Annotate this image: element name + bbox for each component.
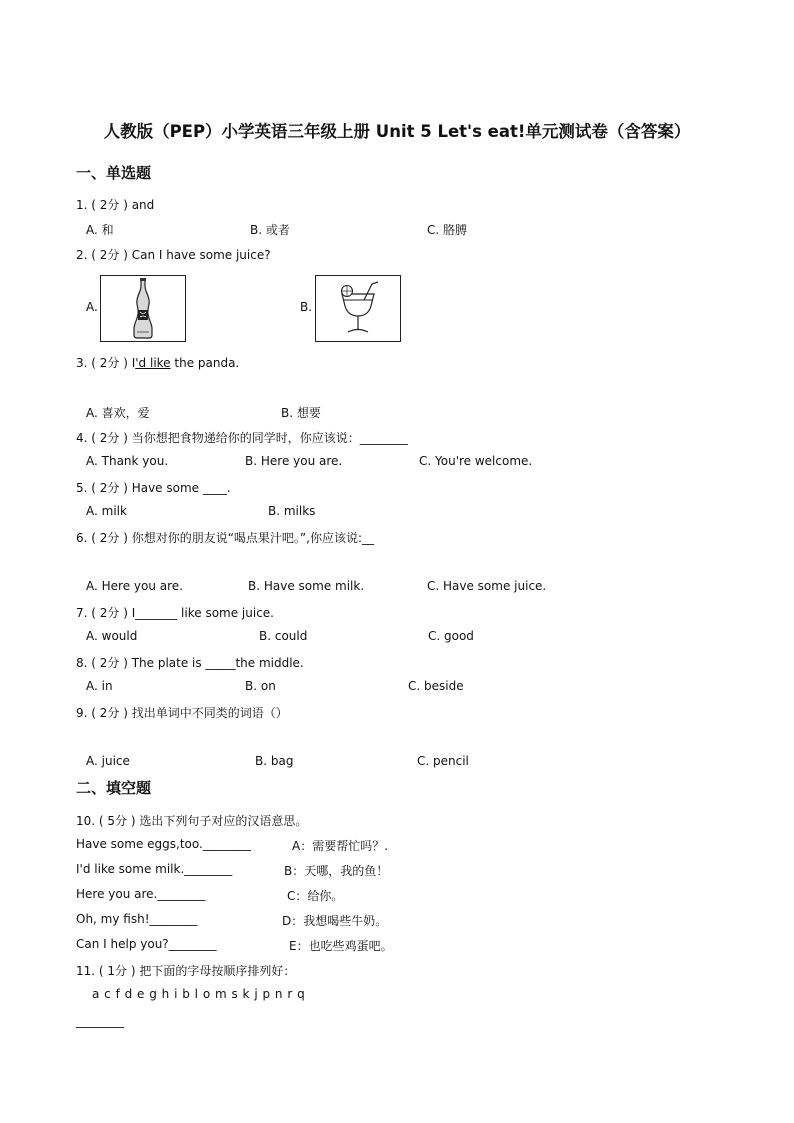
question-3-option-b[interactable]: B. 想要 xyxy=(281,406,321,420)
cola-bottle-image[interactable] xyxy=(100,275,186,342)
question-7-option-a[interactable]: A. would xyxy=(86,629,138,643)
question-6-option-a[interactable]: A. Here you are. xyxy=(86,579,183,593)
question-4-stem: 4. ( 2分 ) 当你想把食物递给你的同学时，你应该说：________ xyxy=(76,431,408,445)
question-5-stem: 5. ( 2分 ) Have some ____. xyxy=(76,481,231,495)
question-4-option-b[interactable]: B. Here you are. xyxy=(245,454,343,468)
juice-glass-image[interactable] xyxy=(315,275,401,342)
q10-meaning: E：也吃些鸡蛋吧。 xyxy=(289,939,393,953)
question-7-stem: 7. ( 2分 ) I_______ like some juice. xyxy=(76,606,274,620)
juice-glass-icon xyxy=(316,276,400,341)
question-2-option-b[interactable]: B. xyxy=(300,300,313,314)
question-1-stem: 1. ( 2分 ) and xyxy=(76,198,155,212)
question-9-option-c[interactable]: C. pencil xyxy=(417,754,469,768)
question-4-option-a[interactable]: A. Thank you. xyxy=(86,454,169,468)
question-6-option-c[interactable]: C. Have some juice. xyxy=(427,579,547,593)
question-1-option-c[interactable]: C. 胳膊 xyxy=(427,223,468,237)
question-8-option-c[interactable]: C. beside xyxy=(408,679,464,693)
q10-meaning: A：需要帮忙吗？. xyxy=(292,839,389,853)
q10-sentence[interactable]: Oh, my fish!________ xyxy=(76,912,198,926)
question-3-stem-suffix: the panda. xyxy=(170,356,240,370)
question-1-option-b[interactable]: B. 或者 xyxy=(250,223,290,237)
q10-meaning: B：天哪，我的鱼！ xyxy=(284,864,389,878)
section-heading-fill-in: 二、填空题 xyxy=(76,779,152,797)
question-9-stem: 9. ( 2分 ) 找出单词中不同类的词语（） xyxy=(76,706,288,720)
q10-sentence[interactable]: Can I help you?________ xyxy=(76,937,217,951)
q10-meaning: D：我想喝些牛奶。 xyxy=(282,914,388,928)
q10-sentence[interactable]: I'd like some milk.________ xyxy=(76,862,233,876)
question-4-option-c[interactable]: C. You're welcome. xyxy=(419,454,533,468)
question-3-stem xyxy=(76,354,239,371)
question-9-option-b[interactable]: B. bag xyxy=(255,754,294,768)
q10-sentence[interactable]: Here you are.________ xyxy=(76,887,206,901)
question-8-option-a[interactable]: A. in xyxy=(86,679,113,693)
question-5-option-b[interactable]: B. milks xyxy=(268,504,316,518)
question-10-stem: 10. ( 5分 ) 选出下列句子对应的汉语意思。 xyxy=(76,814,308,828)
question-7-option-c[interactable]: C. good xyxy=(428,629,474,643)
q10-meaning: C：给你。 xyxy=(287,889,344,903)
question-3-underlined-phrase: 'd like xyxy=(135,356,171,370)
question-1-option-a[interactable]: A. 和 xyxy=(86,223,114,237)
question-2-stem: 2. ( 2分 ) Can I have some juice? xyxy=(76,248,271,262)
question-3-stem-prefix: 3. ( 2分 ) I xyxy=(76,356,136,370)
question-8-option-b[interactable]: B. on xyxy=(245,679,276,693)
page-title: 人教版（PEP）小学英语三年级上册 Unit 5 Let's eat!单元测试卷（含答案） xyxy=(103,122,691,141)
question-5-option-a[interactable]: A. milk xyxy=(86,504,127,518)
question-2-option-a[interactable]: A. xyxy=(86,300,98,314)
q11-letters: a c f d e g h i b l o m s k j p n r q xyxy=(92,987,306,1001)
question-6-stem: 6. ( 2分 ) 你想对你的朋友说“喝点果汁吧。”,你应该说:__ xyxy=(76,531,374,545)
q11-answer-blank[interactable]: ________ xyxy=(76,1014,124,1028)
question-6-option-b[interactable]: B. Have some milk. xyxy=(248,579,365,593)
section-heading-single-choice: 一、单选题 xyxy=(76,164,152,182)
cola-bottle-icon xyxy=(101,276,185,341)
q10-sentence[interactable]: Have some eggs,too.________ xyxy=(76,837,251,851)
question-3-option-a[interactable]: A. 喜欢，爱 xyxy=(86,406,150,420)
question-11-stem: 11. ( 1分 ) 把下面的字母按顺序排列好： xyxy=(76,964,296,978)
question-9-option-a[interactable]: A. juice xyxy=(86,754,130,768)
question-7-option-b[interactable]: B. could xyxy=(259,629,308,643)
question-8-stem: 8. ( 2分 ) The plate is _____the middle. xyxy=(76,656,304,670)
